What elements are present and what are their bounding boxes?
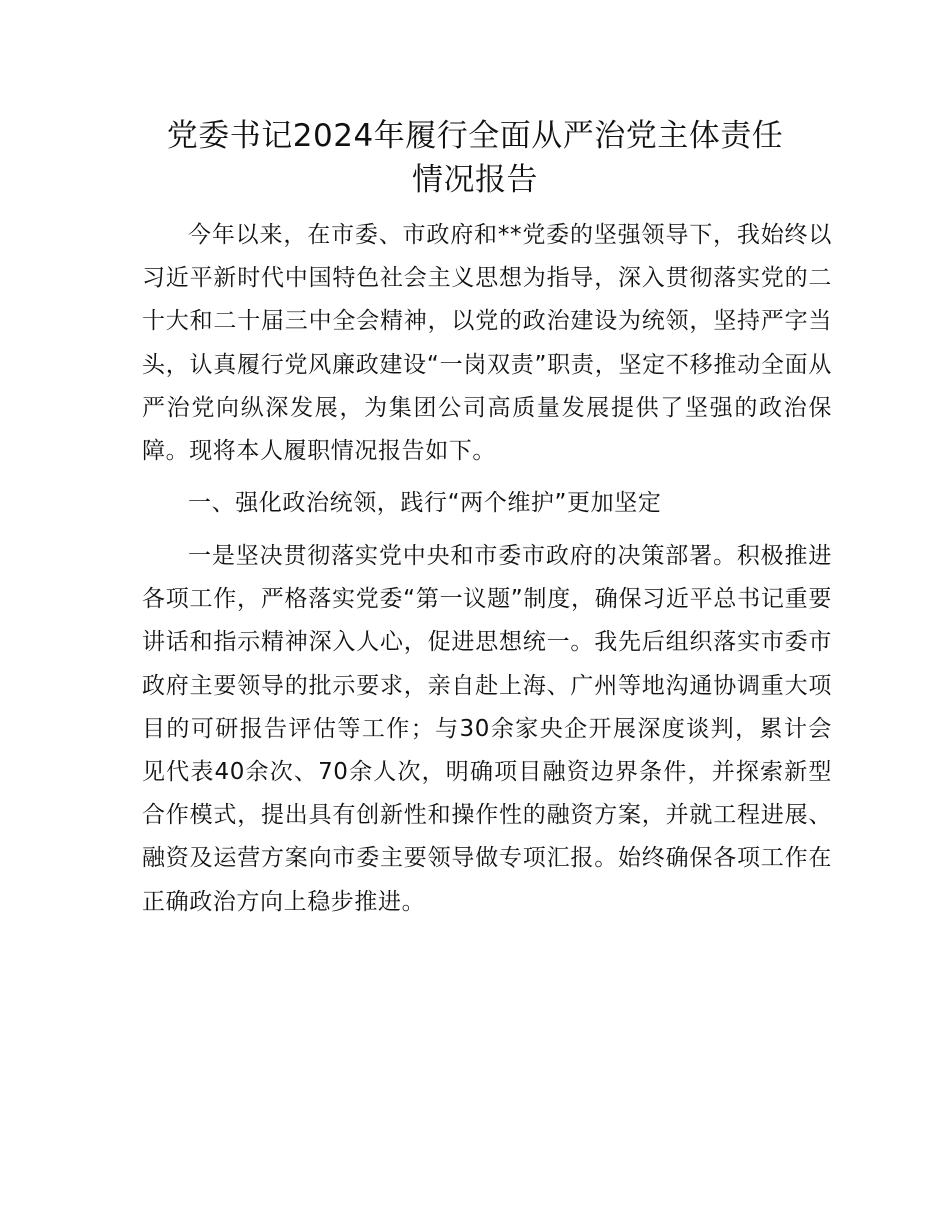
section-heading-1: 一、强化政治统领，践行“两个维护”更加坚定 bbox=[188, 490, 662, 516]
section-1-paragraph-1: 一是坚决贯彻落实党中央和市委市政府的决策部署。积极推进各项工作，严格落实党委“第一议题”制度，确保习近平总书记重要讲话和指示精神深入人心，促进思想统一。我先后组织落实市委市政府主要领导的批示要求，亲自赴上海、广州等地沟通协调重大项目的可研报告评估等工作；与30余家央企开展深度谈判，累计会见代表40余次、70余人次，明确项目融资边界条件，并探索新型合作模式，提出具有创新性和操作性的融资方案，并就工程进展、融资及运营方案向市委主要领导做专项汇报。始终确保各项工作在正确政治方向上稳步推进。 bbox=[142, 543, 832, 915]
document-title-line-2: 情况报告 bbox=[412, 162, 538, 198]
intro-paragraph: 今年以来，在市委、市政府和**党委的坚强领导下，我始终以习近平新时代中国特色社会主义思想为指导，深入贯彻落实党的二十大和二十届三中全会精神，以党的政治建设为统领，坚持严字当头，认真履行党风廉政建设“一岗双责”职责，坚定不移推动全面从严治党向纵深发展，为集团公司高质量发展提供了坚强的政治保障。现将本人履职情况报告如下。 bbox=[142, 222, 832, 465]
document-title-line-1: 党委书记2024年履行全面从严治党主体责任 bbox=[166, 118, 784, 154]
